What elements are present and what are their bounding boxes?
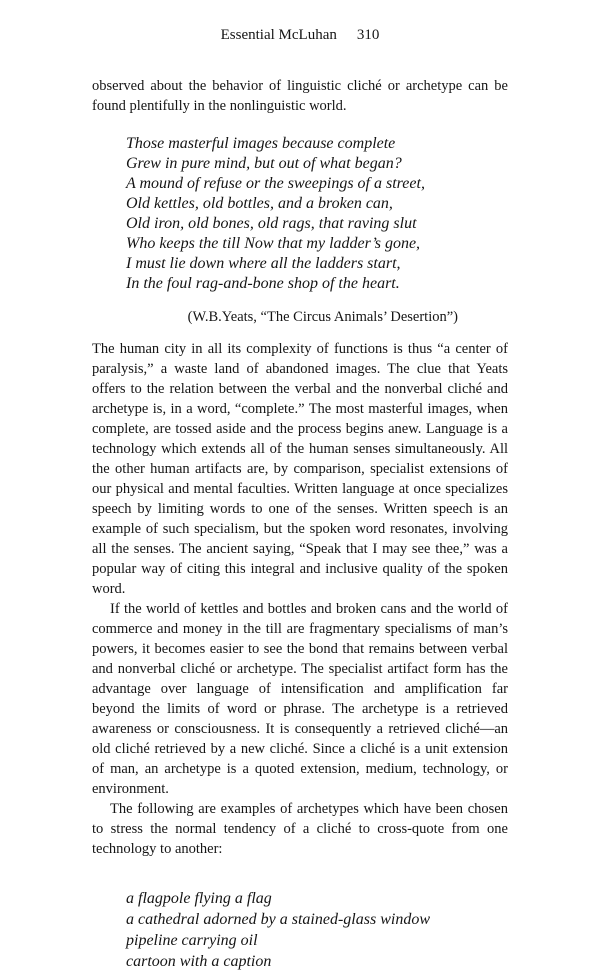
poem-attribution: (W.B.Yeats, “The Circus Animals’ Desertion”) xyxy=(187,309,458,325)
poem-line: Grew in pure mind, but out of what began? xyxy=(126,155,402,172)
poem-line: I must lie down where all the ladders start, xyxy=(126,255,401,272)
archetype-examples-list xyxy=(126,888,508,972)
poem-line: Old kettles, old bottles, and a broken can, xyxy=(126,195,393,212)
poem-line: In the foul rag-and-bone shop of the heart. xyxy=(126,275,400,292)
example-item: a flagpole flying a flag xyxy=(126,890,272,907)
page-number: 310 xyxy=(356,27,380,43)
example-item: a cathedral adorned by a stained-glass window xyxy=(126,911,430,928)
paragraph-human-city: The human city in all its complexity of functions is thus “a center of paralysis,” a waste land of abandoned images. The clue that Yeats offers to the relation between the verbal and the nonverbal cliché and archetype is, in a word, “complete.” The most masterful images, when complete, are tossed aside and the process begins anew. Language is a technology which extends all of the human senses simultaneously. All the other human artifacts are, by comparison, specialist extensions of our physical and mental faculties. Written language at once specializes speech by limiting words to one of the senses. Written speech is an example of such specialism, but the spoken word resonates, involving all the senses. The ancient saying, “Speak that I may see thee,” was a popular way of citing this integral and inclusive quality of the spoken word. xyxy=(92,341,508,597)
example-item: cartoon with a caption xyxy=(126,953,272,970)
paragraph-continuation: observed about the behavior of linguistic cliché or archetype can be found plentifully in the nonlinguistic world. xyxy=(92,78,508,114)
poem-line: A mound of refuse or the sweepings of a street, xyxy=(126,175,425,192)
paragraph-following-examples: The following are examples of archetypes which have been chosen to stress the normal tendency of a cliché to cross-quote from one technology to another: xyxy=(92,801,508,857)
poem-line: Who keeps the till Now that my ladder’s gone, xyxy=(126,235,421,252)
poem-line: Old iron, old bones, old rags, that raving slut xyxy=(126,215,417,232)
example-item: pipeline carrying oil xyxy=(126,932,258,949)
poem-blockquote xyxy=(126,134,508,294)
running-header xyxy=(92,26,508,44)
paragraph-kettles-bottles: If the world of kettles and bottles and broken cans and the world of commerce and money in the till are fragmentary specialisms of man’s powers, it becomes easier to see the bond that remains between verbal and nonverbal cliché or archetype. The specialist artifact form has the advantage over language of intensification and amplification far beyond the limits of word or phrase. The archetype is a retrieved awareness or consciousness. It is consequently a retrieved cliché—an old cliché retrieved by a new cliché. Since a cliché is a unit extension of man, an archetype is a quoted extension, medium, technology, or environment. xyxy=(92,601,508,797)
poem-line: Those masterful images because complete xyxy=(126,135,396,152)
book-title: Essential McLuhan xyxy=(220,27,337,43)
